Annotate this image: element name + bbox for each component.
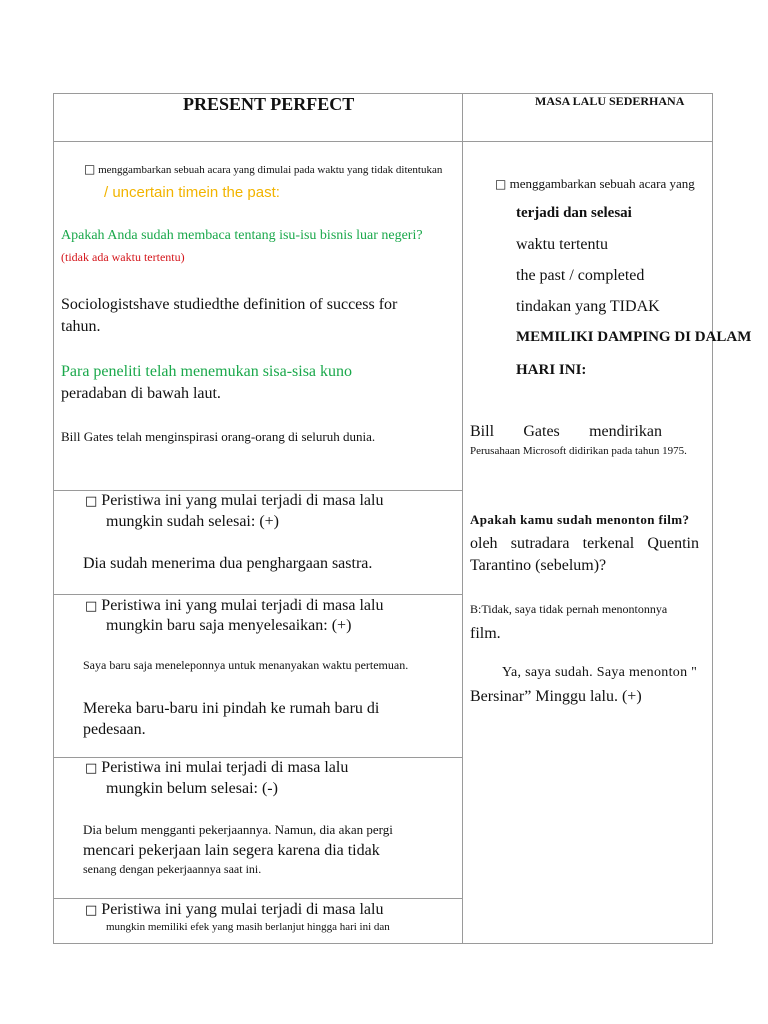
section4-example3: senang dengan pekerjaannya saat ini. bbox=[83, 862, 262, 876]
section5-text: Peristiwa ini yang mulai terjadi di masa lalu bbox=[101, 901, 384, 918]
answer-bersinar-line: Bersinar” Minggu lalu. (+) bbox=[470, 688, 642, 705]
present-perfect-header: PRESENT PERFECT bbox=[183, 94, 355, 114]
table-right-border bbox=[712, 93, 713, 944]
checkbox-bullet-icon: □ bbox=[495, 177, 507, 191]
table-column-divider bbox=[462, 93, 463, 944]
researchers-line1: Para peneliti telah menemukan sisa-sisa kuno bbox=[61, 363, 353, 380]
bill-gates-justified-line bbox=[470, 423, 662, 441]
section2-line1 bbox=[85, 492, 383, 510]
left-row-divider-1 bbox=[53, 490, 463, 491]
right-description bbox=[495, 176, 695, 192]
example-question-note: (tidak ada waktu tertentu) bbox=[61, 250, 185, 264]
checkbox-bullet-icon: □ bbox=[84, 162, 96, 176]
word: Quentin bbox=[647, 535, 699, 552]
section5-line2: mungkin memiliki efek yang masih berlanjut hingga hari ini dan bbox=[106, 921, 390, 933]
word: mendirikan bbox=[589, 423, 662, 440]
table-left-border bbox=[53, 93, 54, 944]
right-description-text: menggambarkan sebuah acara yang bbox=[509, 176, 695, 191]
word: oleh bbox=[470, 535, 498, 552]
section4-line2: mungkin belum selesai: (-) bbox=[106, 780, 278, 797]
description-text: menggambarkan sebuah acara yang dimulai pada waktu yang tidak ditentukan bbox=[98, 164, 443, 176]
checkbox-bullet-icon: □ bbox=[85, 599, 98, 614]
checkbox-bullet-icon: □ bbox=[85, 903, 98, 918]
left-row-divider-4 bbox=[53, 898, 463, 899]
sociologists-line1: Sociologistshave studiedthe definition of success for bbox=[61, 296, 398, 313]
word: Gates bbox=[523, 423, 560, 440]
section2-line2: mungkin sudah selesai: (+) bbox=[106, 513, 279, 530]
word: Bill bbox=[470, 423, 495, 440]
section3-example2-line2: pedesaan. bbox=[83, 721, 146, 738]
section3-example2-line1: Mereka baru-baru ini pindah ke rumah baru di bbox=[83, 700, 380, 717]
section4-text: Peristiwa ini mulai terjadi di masa lalu bbox=[101, 759, 349, 776]
microsoft-founded-line: Perusahaan Microsoft didirikan pada tahun 1975. bbox=[470, 445, 687, 457]
section4-example1: Dia belum mengganti pekerjaannya. Namun, dia akan pergi bbox=[83, 822, 393, 837]
question-justified-line bbox=[470, 535, 699, 553]
word: terkenal bbox=[582, 535, 635, 552]
header-row-divider bbox=[53, 141, 713, 142]
past-simple-header: MASA LALU SEDERHANA bbox=[535, 94, 685, 108]
right-line-today: HARI INI: bbox=[516, 362, 587, 378]
section3-example1: Saya baru saja meneleponnya untuk menanyakan waktu pertemuan. bbox=[83, 658, 409, 672]
right-line-action: tindakan yang TIDAK bbox=[516, 298, 660, 315]
right-line-past: the past / completed bbox=[516, 267, 645, 284]
section3-line2: mungkin baru saja menyelesaikan: (+) bbox=[106, 617, 352, 634]
section1-description bbox=[84, 162, 442, 176]
word: sutradara bbox=[510, 535, 570, 552]
answer-no-line: B:Tidak, saya tidak pernah menontonnya bbox=[470, 602, 668, 616]
uncertain-time-text: / uncertain timein the past: bbox=[104, 184, 280, 201]
checkbox-bullet-icon: □ bbox=[85, 761, 98, 776]
section2-text: Peristiwa ini yang mulai terjadi di masa lalu bbox=[101, 492, 384, 509]
left-row-divider-2 bbox=[53, 594, 463, 595]
researchers-line2: peradaban di bawah laut. bbox=[61, 385, 221, 402]
bill-gates-example: Bill Gates telah menginspirasi orang-orang di seluruh dunia. bbox=[61, 429, 376, 444]
sociologists-line2: tahun. bbox=[61, 318, 101, 335]
answer-yes-line: Ya, saya sudah. Saya menonton " bbox=[502, 665, 698, 680]
section5-line1 bbox=[85, 901, 383, 919]
question-line1: Apakah kamu sudah menonton film? bbox=[470, 512, 690, 527]
right-line-specific-time: waktu tertentu bbox=[516, 236, 608, 253]
section4-example2: mencari pekerjaan lain segera karena dia tidak bbox=[83, 842, 380, 859]
right-line-no-impact: MEMILIKI DAMPING DI DALAM bbox=[516, 329, 752, 345]
question-line3: Tarantino (sebelum)? bbox=[470, 557, 607, 574]
right-line-completed: terjadi dan selesai bbox=[516, 205, 632, 221]
section3-text: Peristiwa ini yang mulai terjadi di masa lalu bbox=[101, 597, 384, 614]
section4-line1 bbox=[85, 759, 348, 777]
left-row-divider-3 bbox=[53, 757, 463, 758]
example-question: Apakah Anda sudah membaca tentang isu-isu bisnis luar negeri? bbox=[61, 228, 423, 243]
checkbox-bullet-icon: □ bbox=[85, 494, 98, 509]
section2-example: Dia sudah menerima dua penghargaan sastra. bbox=[83, 555, 373, 572]
section3-line1 bbox=[85, 597, 383, 615]
answer-film-line: film. bbox=[470, 625, 501, 642]
table-bottom-border bbox=[53, 943, 713, 944]
